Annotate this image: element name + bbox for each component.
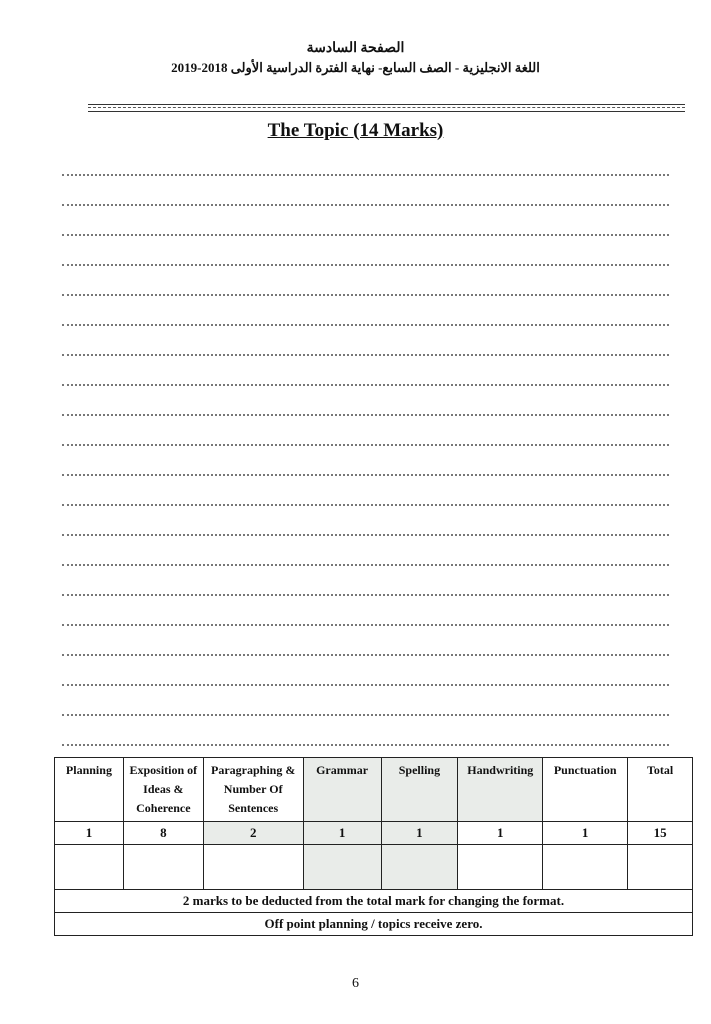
dotted-writing-line [62, 716, 669, 746]
note-row-off-point [55, 913, 693, 936]
dotted-writing-line [62, 536, 669, 566]
dotted-writing-line [62, 206, 669, 236]
note-off-point: Off point planning / topics receive zero. [55, 913, 693, 936]
score-cell-punctuation [543, 845, 628, 890]
score-cell-total [628, 845, 693, 890]
dotted-writing-line [62, 566, 669, 596]
dotted-writing-line [62, 506, 669, 536]
dotted-writing-line [62, 596, 669, 626]
header-planning: Planning [55, 758, 124, 822]
marks-header-row [55, 758, 693, 822]
dotted-writing-line [62, 326, 669, 356]
score-cell-handwriting [458, 845, 543, 890]
value-exposition: 8 [123, 822, 203, 845]
value-grammar: 1 [303, 822, 381, 845]
header-punctuation: Punctuation [543, 758, 628, 822]
dotted-writing-line [62, 686, 669, 716]
marks-table [54, 757, 693, 936]
value-spelling: 1 [381, 822, 458, 845]
value-total: 15 [628, 822, 693, 845]
dotted-writing-line [62, 446, 669, 476]
note-row-format [55, 890, 693, 913]
dotted-writing-line [62, 236, 669, 266]
header-spelling: Spelling [381, 758, 458, 822]
score-cell-paragraphing [203, 845, 303, 890]
note-format-deduction: 2 marks to be deducted from the total mark for changing the format. [55, 890, 693, 913]
dotted-writing-line [62, 176, 669, 206]
header-paragraphing: Paragraphing & Number Of Sentences [203, 758, 303, 822]
header-grammar: Grammar [303, 758, 381, 822]
exam-subtitle-arabic: اللغة الانجليزية - الصف السابع- نهاية الفترة الدراسية الأولى 2018-2019 [171, 60, 540, 75]
value-punctuation: 1 [543, 822, 628, 845]
score-cell-exposition [123, 845, 203, 890]
header-exposition: Exposition of Ideas & Coherence [123, 758, 203, 822]
value-paragraphing: 2 [203, 822, 303, 845]
dotted-writing-line [62, 416, 669, 446]
dotted-writing-line [62, 356, 669, 386]
value-handwriting: 1 [458, 822, 543, 845]
topic-title: The Topic (14 Marks) [267, 120, 444, 141]
value-planning: 1 [55, 822, 124, 845]
dotted-writing-line [62, 626, 669, 656]
marks-value-row [55, 822, 693, 845]
dotted-writing-line [62, 146, 669, 176]
score-cell-planning [55, 845, 124, 890]
header-handwriting: Handwriting [458, 758, 543, 822]
dotted-writing-line [62, 386, 669, 416]
score-cell-spelling [381, 845, 458, 890]
dotted-writing-line [62, 266, 669, 296]
writing-area [62, 146, 669, 746]
score-entry-row [55, 845, 693, 890]
page-number: 6 [352, 976, 359, 991]
dotted-writing-line [62, 656, 669, 686]
dotted-writing-line [62, 476, 669, 506]
page-heading-arabic: الصفحة السادسة [306, 41, 405, 56]
header-total: Total [628, 758, 693, 822]
score-cell-grammar [303, 845, 381, 890]
section-divider [88, 104, 685, 112]
dotted-writing-line [62, 296, 669, 326]
